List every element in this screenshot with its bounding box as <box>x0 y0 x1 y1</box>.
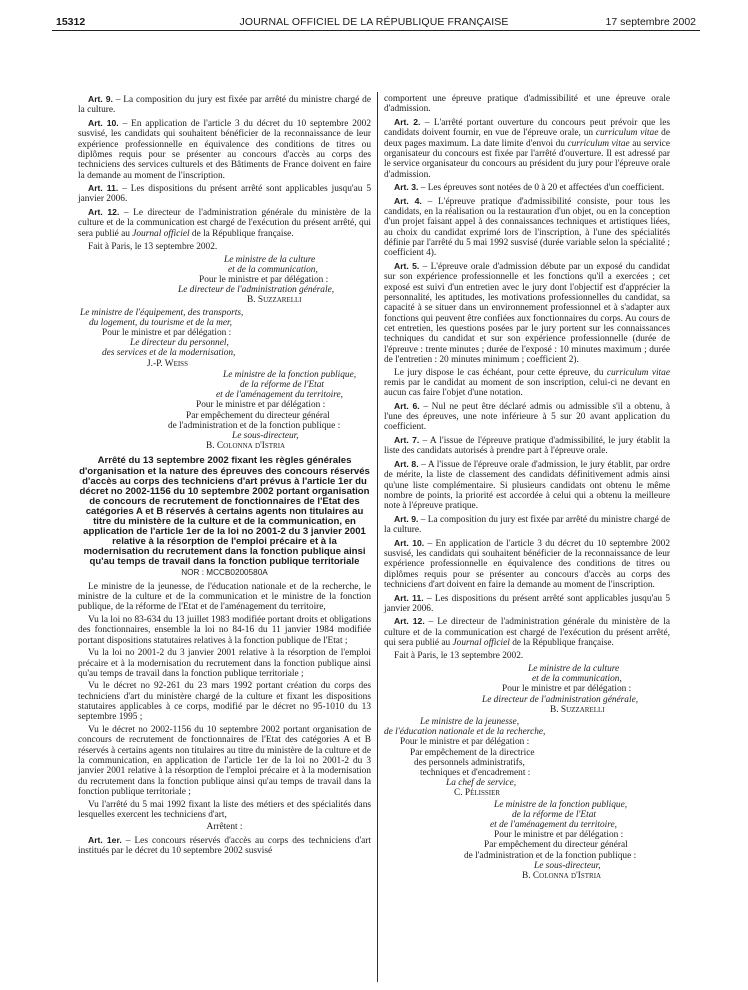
article-label: Art. 1er. <box>88 834 122 845</box>
article-4 <box>384 196 670 259</box>
article-label: Art. 7. <box>394 434 420 445</box>
article-5-paragraph-2 <box>384 368 670 399</box>
sig-line: La chef de service, <box>446 778 517 789</box>
sig-line: Pour le ministre et par délégation : <box>199 274 329 285</box>
sig-line: de l'éducation nationale et de la recherche, <box>384 727 546 738</box>
article-8 <box>384 459 670 512</box>
signature-fonction-publique <box>384 800 670 882</box>
sig-line: Pour le ministre et par délégation : <box>102 327 232 338</box>
article-9 <box>384 514 670 536</box>
article-7 <box>384 435 670 457</box>
signature-equipement <box>78 308 371 369</box>
article-text: – En application de l'article 3 du décret du 10 septembre 2002 susvisé, les candidats qui souhaitent bénéficier de la reconnaissance de leur expérience professionnelle en équivalence des conditions de titres ou diplômes requis pour se présenter au concours d'accès au corps des techniciens d'art doivent en faire la demande au moment de l'inscription. <box>384 538 670 590</box>
sig-line: Le sous-directeur, <box>232 431 299 442</box>
article-1-continued: comportent une épreuve pratique d'admissibilité et une épreuve orale d'admission. <box>384 94 670 115</box>
sig-line: Le directeur du personnel, <box>130 338 229 349</box>
sig-line: Le ministre de la jeunesse, <box>420 716 520 727</box>
sig-line: des services et de la modernisation, <box>102 348 236 359</box>
article-text: de la République française. <box>189 228 294 239</box>
page-header <box>52 8 696 30</box>
signatory-name: B. Colonna d'Istria <box>206 441 286 452</box>
visa: Vu la loi no 2001-2 du 3 janvier 2001 relative à la résorption de l'emploi précaire et à la modernisation du recrutement dans la fonction publique ainsi qu'au temps de travail dans la fonction publique territoriale ; <box>78 648 371 679</box>
article-label: Art. 3. <box>394 182 419 193</box>
sig-line: Par empêchement de la directrice <box>410 747 535 758</box>
sig-line: du logement, du tourisme et de la mer, <box>89 317 232 328</box>
article-11 <box>384 593 670 615</box>
left-column <box>78 94 371 859</box>
sig-line: Le directeur de l'administration générale, <box>178 285 335 296</box>
page-number: 15312 <box>56 16 86 28</box>
article-label: Art. 12. <box>394 616 425 627</box>
sig-line: Le ministre de l'équipement, des transports, <box>80 307 244 318</box>
sig-line: Pour le ministre et par délégation : <box>494 830 624 841</box>
signature-jeunesse <box>384 717 670 799</box>
signatory-name: C. Pélissier <box>454 788 501 799</box>
journal-title: JOURNAL OFFICIEL DE LA RÉPUBLIQUE FRANÇAISE <box>239 16 509 28</box>
sig-line: Pour le ministre et par délégation : <box>502 684 632 695</box>
sig-line: de la réforme de l'Etat <box>240 380 324 390</box>
article-11 <box>78 183 371 205</box>
header-rule <box>52 30 700 31</box>
article-text: – L'épreuve pratique d'admissibilité consiste, pour tous les candidats, en la réalisation ou la restauration d'un objet, ou en la conception d'un projet faisant appel à des connaissances techniques et artistiques liées, au choix du candidat exprimé lors de l'inscription, à l'une des spécialités définie par l'arrêté du 5 mai 1992 susvisé (durée variable selon la spécialité ; coefficient 4). <box>384 196 670 259</box>
journal-name: Journal officiel <box>452 638 510 649</box>
sig-line: Le ministre de la culture <box>528 663 620 674</box>
article-label: Art. 6. <box>394 400 420 411</box>
article-text: – Les épreuves sont notées de 0 à 20 et affectées d'un coefficient. <box>418 183 665 194</box>
article-text: – L'arrêté portant ouverture du concours peut prévoir que les candidats doivent fournir, en vue de l'épreuve orale, un <box>384 117 670 139</box>
fait-a-paris: Fait à Paris, le 13 septembre 2002. <box>88 242 218 253</box>
article-text: – La composition du jury est fixée par arrêté du ministre chargé de la culture. <box>384 514 670 536</box>
article-label: Art. 8. <box>394 458 419 469</box>
article-text: – En application de l'article 3 du décret du 10 septembre 2002 susvisé, les candidats qui souhaitent bénéficier de la reconnaissance de leur expérience professionnelle en équivalence des conditions de titres ou diplômes requis pour se présenter au concours d'accès au corps des techniciens des services culturels et des Bâtiments de France doivent en faire la demande au moment de l'inscription. <box>78 118 371 181</box>
signatory-name: B. Suzzarelli <box>247 295 302 306</box>
article-label: Art. 11. <box>394 592 424 603</box>
article-9 <box>78 94 371 116</box>
sig-line: et de la communication, <box>228 264 318 275</box>
article-2 <box>384 117 670 180</box>
article-text: curriculum vitae <box>606 367 670 378</box>
column-divider <box>377 92 378 982</box>
sig-line: Le ministre de la culture <box>224 254 316 265</box>
sig-line: Le ministre de la fonction publique, <box>223 369 357 380</box>
sig-line: et de la communication, <box>532 674 622 685</box>
article-text: de deux pages maximum. La date limite d'envoi du <box>384 128 670 149</box>
sig-line: Le ministre de la fonction publique, <box>494 799 628 810</box>
visa: Vu l'arrêté du 5 mai 1992 fixant la liste des métiers et des spécialités dans lesquelles exercent les techniciens d'art, <box>78 799 371 820</box>
article-text: Le jury dispose le cas échéant, pour cette épreuve, du <box>394 367 607 378</box>
sig-line: Pour le ministre et par délégation : <box>196 400 326 411</box>
article-label: Art. 11. <box>88 183 119 194</box>
decree-title: Arrêté du 13 septembre 2002 fixant les règles générales d'organisation et la nature des épreuves des concours réservés d'accès au corps des techniciens d'art prévus à l'article 1er du décret no 2002-1156 du 10 septembre 2002 portant organisation de concours de recrutement de fonctionnaires de l'Etat des catégories A et B réservés à certains agents non titulaires au titre du ministère de la culture et de la communication, en application de l'article 1er de la loi no 2001-2 du 3 janvier 2001 relative à la résorption de l'emploi précaire et à la modernisation du recrutement dans la fonction publique ainsi qu'au temps de travail dans la fonction publique territoriale <box>79 455 370 568</box>
visa: Vu le décret no 2002-1156 du 10 septembre 2002 portant organisation de concours de recrutement de fonctionnaires de l'Etat des catégories A et B réservés à certains agents non titulaires au titre du ministère de la culture et de la communication, en application de l'article 1er de la loi no 2001-2 du 3 janvier 2001 relative à la résorption de l'emploi précaire et à la modernisation du recrutement dans la fonction publique ainsi qu'au temps de travail dans la fonction publique territoriale ; <box>78 725 371 798</box>
signature-culture <box>384 664 670 715</box>
article-text: curriculum vitae <box>567 138 630 149</box>
sig-line: Par empêchement du directeur général <box>186 410 330 421</box>
signature-culture <box>78 255 371 306</box>
article-10 <box>78 118 371 181</box>
article-12 <box>78 207 371 239</box>
article-text: curriculum vitae <box>595 128 659 139</box>
signatory-name: B. Colonna d'Istria <box>522 871 602 882</box>
sig-line: techniques et d'encadrement : <box>420 768 531 778</box>
article-text: – Les dispositions du présent arrêté sont applicables jusqu'au 5 janvier 2006. <box>384 593 670 614</box>
article-label: Art. 10. <box>88 117 119 128</box>
article-12 <box>384 616 670 648</box>
article-label: Art. 12. <box>88 207 120 217</box>
article-5 <box>384 261 670 365</box>
article-10 <box>384 538 670 591</box>
signatory-name: J.-P. Weiss <box>147 358 188 369</box>
article-label: Art. 9. <box>88 94 113 104</box>
article-text: – Le directeur de l'administration générale du ministère de la culture et de la communication est chargé de l'exécution du présent arrêté, qui sera publié au <box>384 617 670 649</box>
fait-a-paris: Fait à Paris, le 13 septembre 2002. <box>394 651 524 662</box>
article-text: – Le directeur de l'administration générale du ministère de la culture et de la communication est chargé de l'exécution du présent arrêté, qui sera publié au <box>78 208 371 239</box>
signatory-name: B. Suzzarelli <box>550 704 605 715</box>
nor-reference: NOR : MCCB0200580A <box>181 568 268 578</box>
right-column <box>384 94 670 882</box>
visa: Vu la loi no 83-634 du 13 juillet 1983 modifiée portant droits et obligations des fonctionnaires, ensemble la loi no 84-16 du 11 janvier 1984 modifiée portant dispositions statutaires relatives à la fonction publique de l'Etat ; <box>78 615 371 646</box>
article-label: Art. 9. <box>394 513 419 524</box>
article-text: remis par le candidat au moment de son inscription, celui-ci ne devant en aucun cas faire l'objet d'une notation. <box>384 377 670 399</box>
article-6 <box>384 401 670 433</box>
sig-line: Le directeur de l'administration générale, <box>482 694 639 705</box>
article-label: Art. 5. <box>394 260 420 271</box>
sig-line: Pour le ministre et par délégation : <box>400 737 530 748</box>
visa: Vu le décret no 92-261 du 23 mars 1992 portant création du corps des techniciens d'art du ministère chargé de la culture et fixant les dispositions statutaires applicables à ce corps, modifié par le décret no 95-1010 du 13 septembre 1995 ; <box>78 681 371 723</box>
article-text: – Nul ne peut être déclaré admis ou admissible s'il a obtenu, à l'une des épreuves, une note inférieure à 5 sur 20 avant application du coefficient. <box>384 401 670 433</box>
sig-line: de l'administration et de la fonction publique : <box>168 420 341 431</box>
article-text: – L'épreuve orale d'admission débute par un exposé du candidat sur son expérience professionnelle et les fonctions qu'il a exercées ; cet exposé est suivi d'un entretien avec le jury dont l'objectif est d'apprécier la personnalité, les aptitudes, les motivations professionnelles du candidat, sa capacité à se situer dans un environnement professionnel et à s'adapter aux fonctions qui peuvent être confiées aux fonctionnaires du corps. Au cours de cet entretien, les questions posées par le jury portent sur les connaissances techniques du candidat et sur son expérience professionnelle (durée de l'épreuve : trente minutes ; durée de l'exposé : 10 minutes maximum ; durée de l'entretien : 20 minutes minimum ; coefficient 2). <box>384 261 670 365</box>
signature-fonction-publique <box>78 370 371 452</box>
sig-line: de la réforme de l'Etat <box>512 809 596 820</box>
article-1 <box>78 835 371 857</box>
sig-line: et de l'aménagement du territoire, <box>490 820 617 831</box>
article-text: au service organisateur du concours est fixée par l'arrêté d'ouverture. Il est adressé par le service organisateur du concours au président du jury pour l'épreuve orale d'admission. <box>384 138 670 180</box>
journal-name: Journal officiel <box>132 228 190 239</box>
article-text: – A l'issue de l'épreuve pratique d'admissibilité, le jury établit la liste des candidats autorisés à prendre part à l'épreuve orale. <box>384 435 671 457</box>
article-text: de la République française. <box>509 638 614 649</box>
sig-line: et de l'aménagement du territoire, <box>216 390 343 401</box>
article-text: – Les dispositions du présent arrêté sont applicables jusqu'au 5 janvier 2006. <box>78 184 371 205</box>
sig-line: de l'administration et de la fonction publique : <box>464 850 637 861</box>
article-text: – A l'issue de l'épreuve orale d'admission, le jury établit, par ordre de mérite, la liste de classement des candidats définitivement admis ainsi qu'une liste complémentaire. Si plusieurs candidats ont obtenu le même nombre de points, la priorité est accordée à celui qui a obtenu la meilleure note à l'épreuve pratique. <box>384 459 670 512</box>
article-3 <box>384 182 670 193</box>
sig-line: Par empêchement du directeur général <box>484 840 628 851</box>
issue-date: 17 septembre 2002 <box>605 16 696 28</box>
article-label: Art. 10. <box>394 537 425 548</box>
arretent-heading: Arrêtent : <box>206 822 243 833</box>
sig-line: des personnels administratifs, <box>414 757 525 768</box>
article-label: Art. 4. <box>394 195 422 206</box>
article-text: – Les concours réservés d'accès au corps des techniciens d'art institués par le décret du 10 septembre 2002 susvisé <box>78 835 371 857</box>
sig-line: Le sous-directeur, <box>534 860 601 871</box>
article-text: – La composition du jury est fixée par arrêté du ministre chargé de la culture. <box>78 95 371 116</box>
article-label: Art. 2. <box>394 116 421 127</box>
preamble: Le ministre de la jeunesse, de l'éducation nationale et de la recherche, le ministre de la culture et de la communication et le ministre de la fonction publique, de la réforme de l'Etat et de l'aménagement du territoire, <box>78 581 371 613</box>
